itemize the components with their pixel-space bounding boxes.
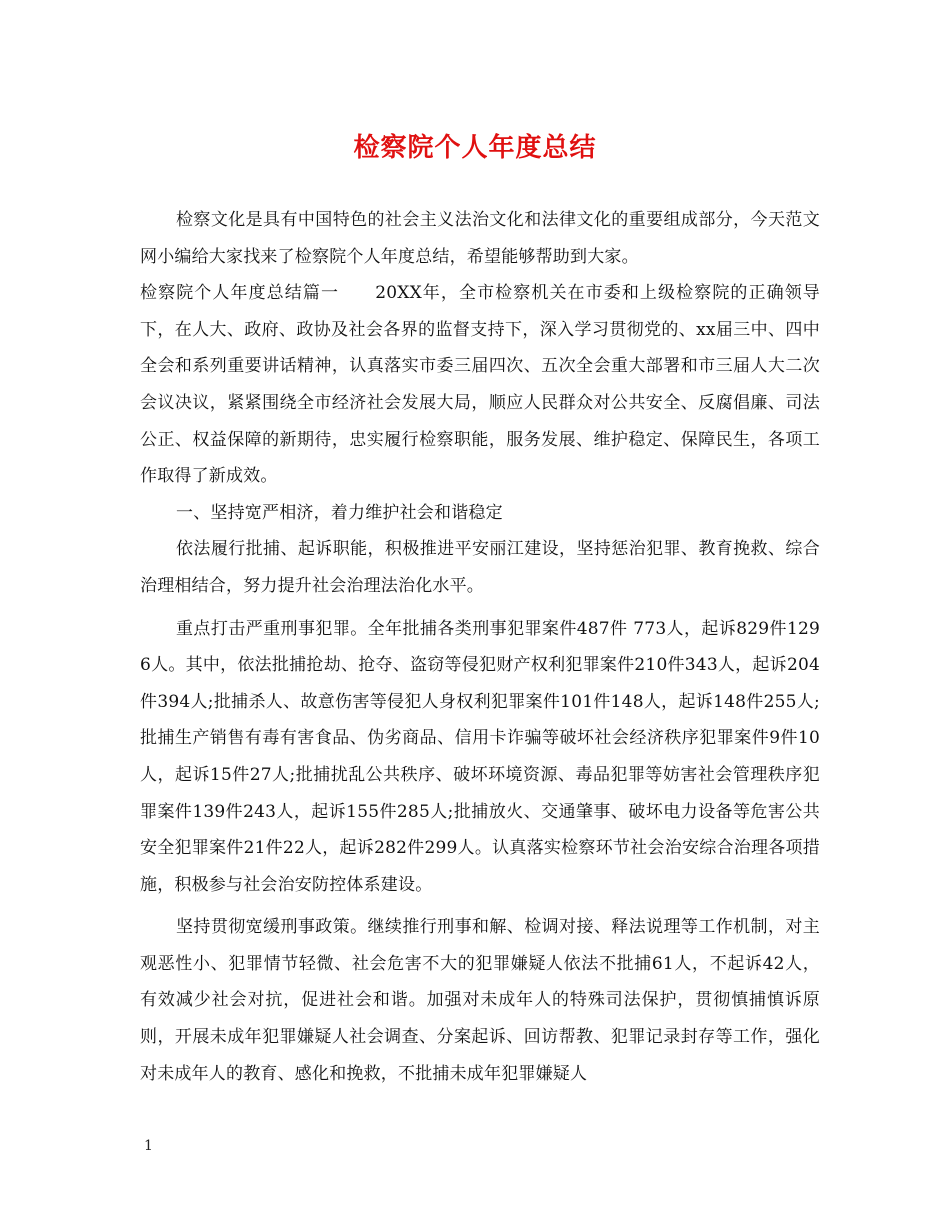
- document-body: [140, 202, 820, 1092]
- paragraph-duties: 依法履行批捕、起诉职能，积极推进平安丽江建设，坚持惩治犯罪、教育挽救、综合治理相结合，努力提升社会治理法治化水平。: [140, 539, 820, 596]
- paragraph-crime-statistics: 重点打击严重刑事犯罪。全年批捕各类刑事犯罪案件487件 773人，起诉829件1296人。其中，依法批捕抢劫、抢夺、盗窃等侵犯财产权利犯罪案件210件343人，起诉204件394人;批捕杀人、故意伤害等侵犯人身权利犯罪案件101件148人，起诉148件255人;批捕生产销售有毒有害食品、伪劣商品、信用卡诈骗等破坏社会经济秩序犯罪案件9件10人，起诉15件27人;批捕扰乱公共秩序、破坏环境资源、毒品犯罪等妨害社会管理秩序犯罪案件139件243人，起诉155件285人;批捕放火、交通肇事、破坏电力设备等危害公共安全犯罪案件21件22人，起诉282件299人。认真落实检察环节社会治安综合治理各项措施，积极参与社会治安防控体系建设。: [140, 618, 820, 895]
- document-title: 检察院个人年度总结: [353, 133, 597, 163]
- page-number: 1: [144, 1138, 153, 1154]
- paragraph-summary-part-one: 检察院个人年度总结篇一 20XX年，全市检察机关在市委和上级检察院的正确领导下，在人大、政府、政协及社会各界的监督支持下，深入学习贯彻党的、xx届三中、四中全会和系列重要讲话精神，认真落实市委三届四次、五次全会重大部署和市三届人大二次会议决议，紧紧围绕全市经济社会发展大局，顺应人民群众对公共安全、反腐倡廉、司法公正、权益保障的新期待，忠实履行检察职能，服务发展、维护稳定、保障民生，各项工作取得了新成效。: [140, 283, 820, 487]
- paragraph-lenient-policy: 坚持贯彻宽缓刑事政策。继续推行刑事和解、检调对接、释法说理等工作机制，对主观恶性小、犯罪情节轻微、社会危害不大的犯罪嫌疑人依法不批捕61人，不起诉42人，有效减少社会对抗，促进社会和谐。加强对未成年人的特殊司法保护，贯彻慎捕慎诉原则，开展未成年犯罪嫌疑人社会调查、分案起诉、回访帮教、犯罪记录封存等工作，强化对未成年人的教育、感化和挽救，不批捕未成年犯罪嫌疑人: [140, 917, 820, 1084]
- section-heading-one: 一、坚持宽严相济，着力维护社会和谐稳定: [176, 502, 503, 523]
- paragraph-intro: 检察文化是具有中国特色的社会主义法治文化和法律文化的重要组成部分，今天范文网小编给大家找来了检察院个人年度总结，希望能够帮助到大家。: [140, 210, 820, 267]
